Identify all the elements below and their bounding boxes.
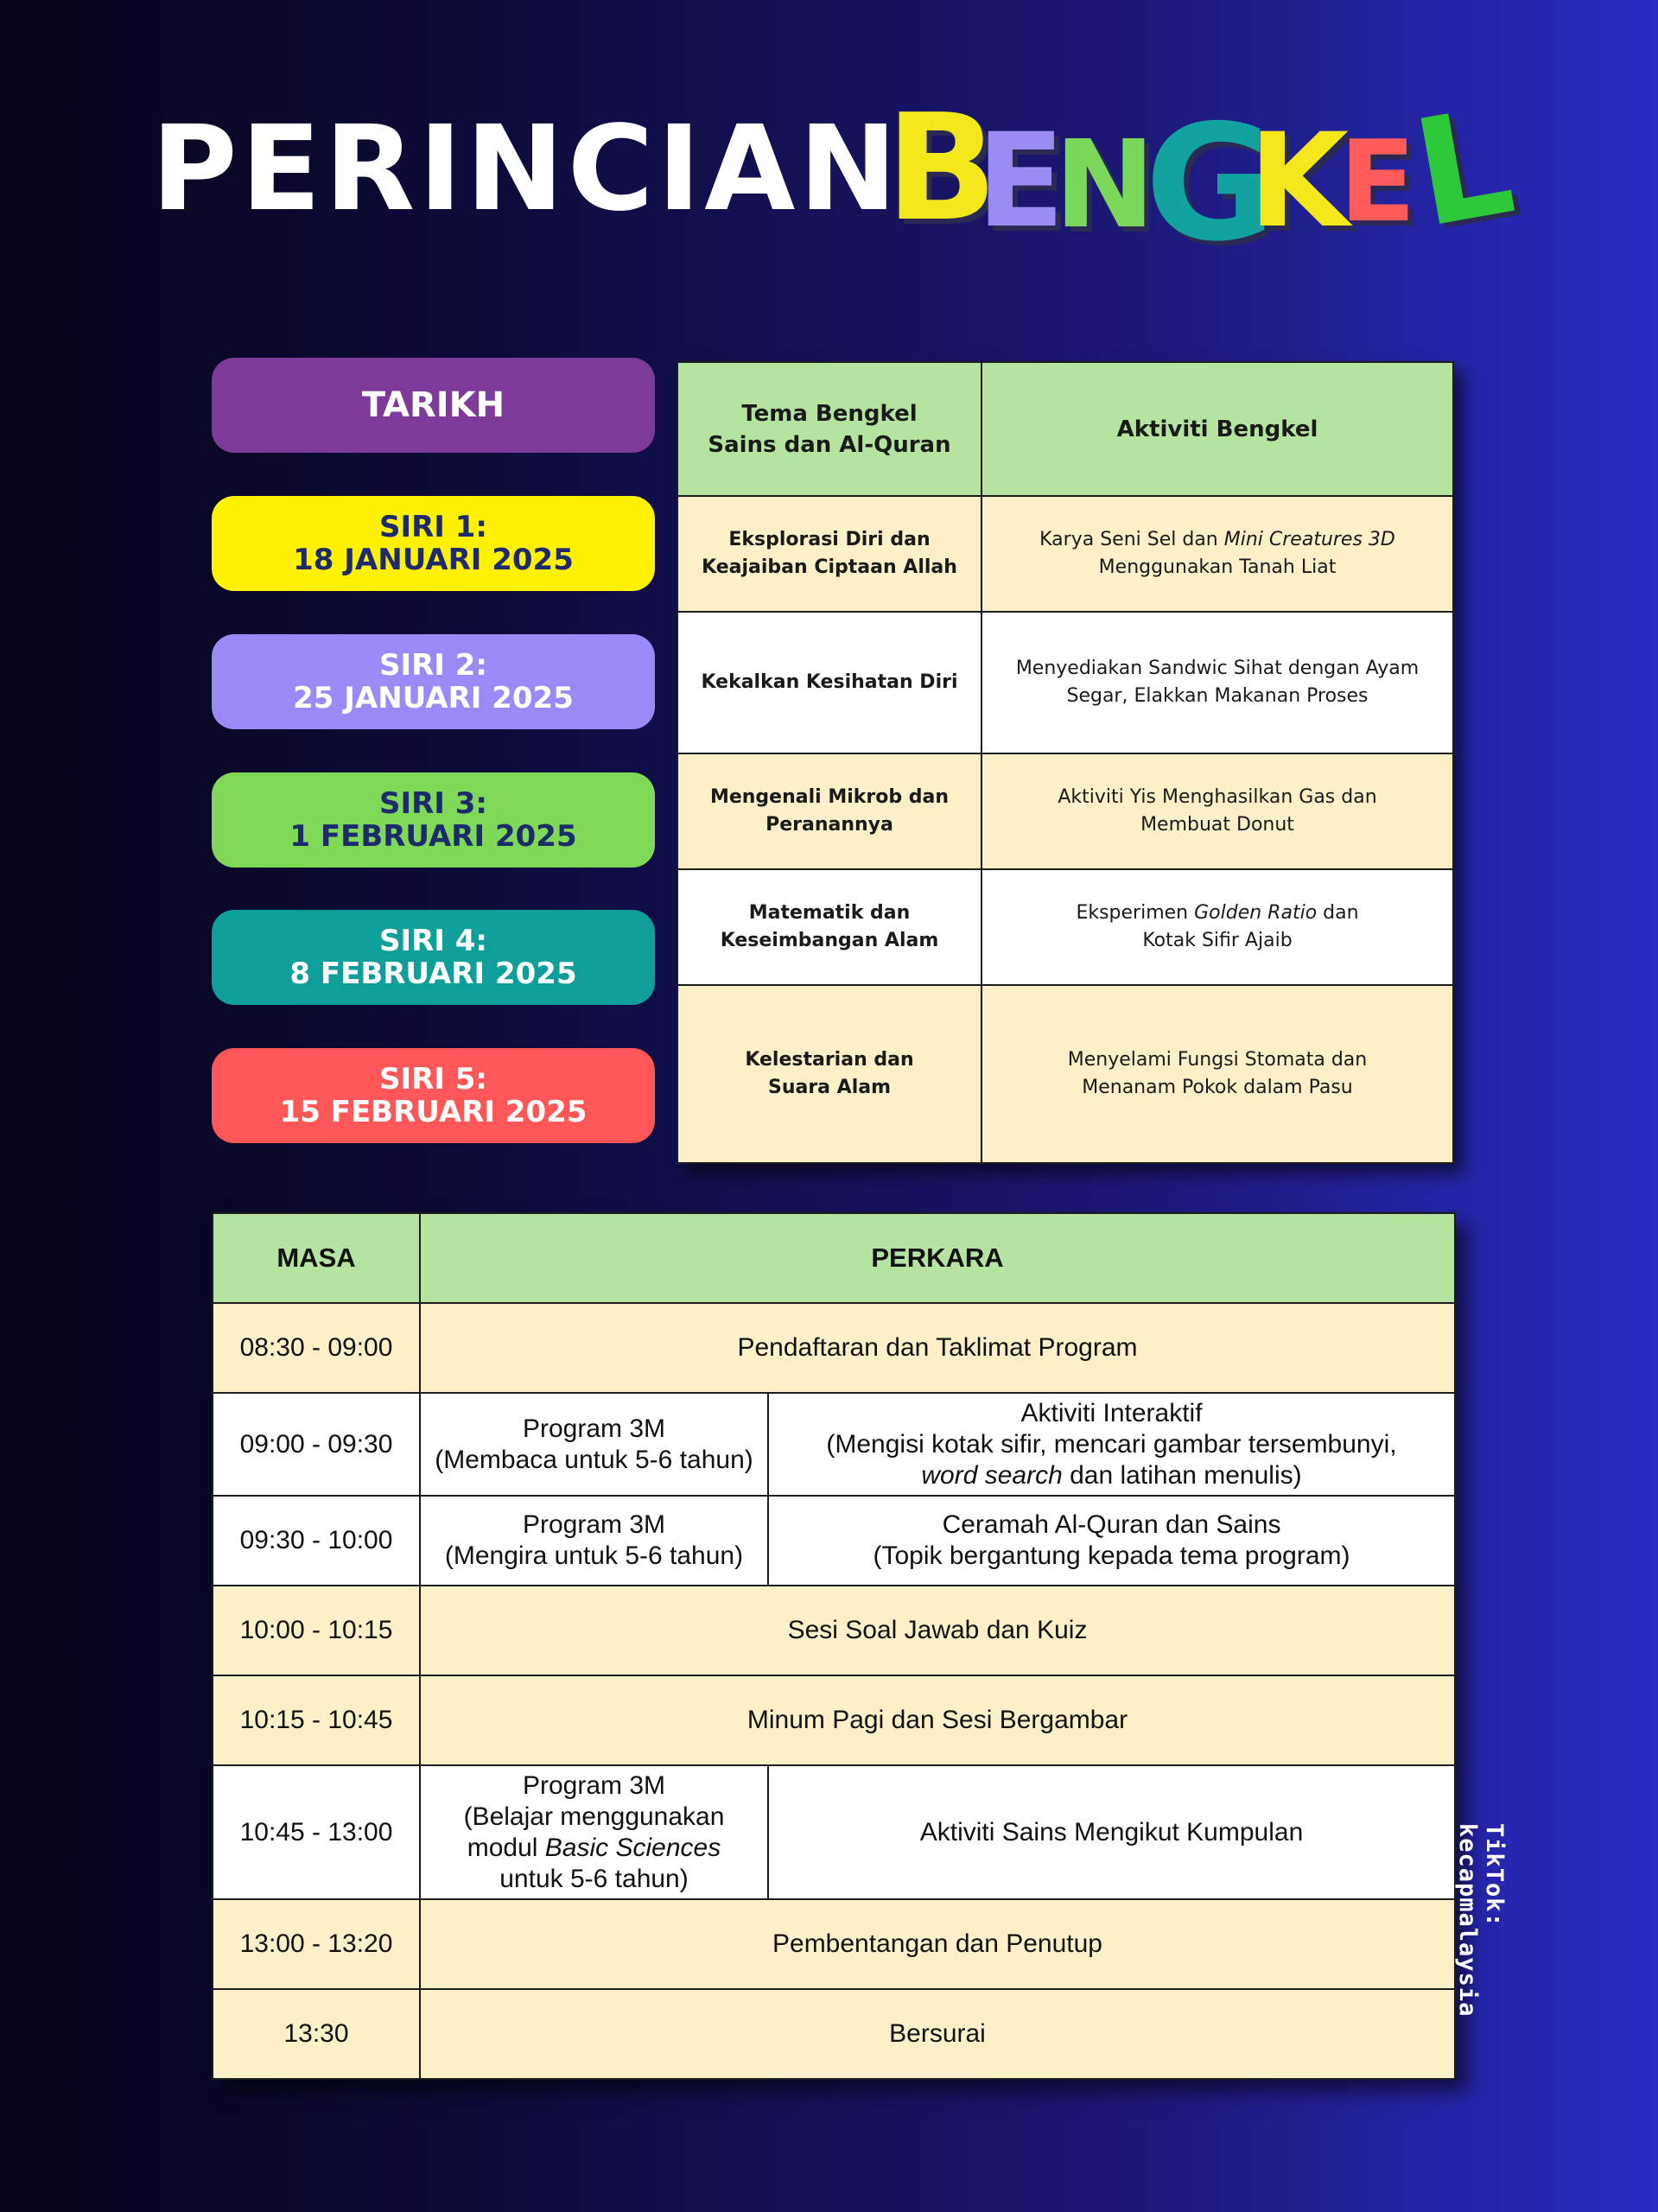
- date-pill-siri-2: [212, 634, 655, 729]
- item-column-header: PERKARA: [420, 1213, 1455, 1303]
- activity-cell: Eksperimen Golden Ratio dan Kotak Sifir Ajaib: [981, 869, 1453, 985]
- theme-cell: Matematik dan Keseimbangan Alam: [677, 869, 981, 985]
- time-cell: 13:00 - 13:20: [213, 1899, 420, 1989]
- title-letter: L: [1402, 76, 1525, 261]
- table-row: [677, 985, 1453, 1163]
- date-siri-label: SIRI 4:: [378, 924, 488, 958]
- theme-cell: Mengenali Mikrob dan Peranannya: [677, 753, 981, 869]
- table-row: [213, 1989, 1455, 2079]
- date-value: 15 FEBRUARI 2025: [279, 1095, 588, 1129]
- date-value: 8 FEBRUARI 2025: [289, 957, 577, 991]
- theme-table-header: [677, 362, 1453, 496]
- date-header-pill: [212, 358, 655, 453]
- date-pill-siri-3: [212, 772, 655, 868]
- program-cell: Program 3M (Membaca untuk 5-6 tahun): [420, 1393, 768, 1496]
- table-row: [213, 1303, 1455, 1393]
- date-value: 18 JANUARI 2025: [293, 543, 574, 577]
- time-cell: 13:30: [213, 1989, 420, 2079]
- table-row: [677, 496, 1453, 612]
- program-cell: Program 3M (Mengira untuk 5-6 tahun): [420, 1496, 768, 1586]
- time-column-header: MASA: [213, 1213, 420, 1303]
- date-pill-siri-1: [212, 496, 655, 591]
- date-value: 1 FEBRUARI 2025: [289, 819, 577, 854]
- date-pill-siri-5: [212, 1048, 655, 1143]
- title-bengkel: [886, 76, 1525, 276]
- time-cell: 08:30 - 09:00: [213, 1303, 420, 1393]
- activity-cell: Karya Seni Sel dan Mini Creatures 3D Menggunakan Tanah Liat: [981, 496, 1453, 612]
- activity-cell: Menyediakan Sandwic Sihat dengan Ayam Segar, Elakkan Makanan Proses: [981, 612, 1453, 753]
- title-letter: E: [976, 106, 1065, 257]
- date-siri-label: SIRI 1:: [378, 510, 488, 544]
- time-cell: 09:30 - 10:00: [213, 1496, 420, 1586]
- theme-column-header: Tema Bengkel Sains dan Al-Quran: [677, 362, 981, 496]
- activity-cell: Ceramah Al-Quran dan Sains (Topik bergantung kepada tema program): [768, 1496, 1455, 1586]
- table-row: [213, 1675, 1455, 1765]
- date-siri-label: SIRI 3:: [378, 786, 488, 821]
- item-cell: Minum Pagi dan Sesi Bergambar: [420, 1675, 1455, 1765]
- item-cell: Bersurai: [420, 1989, 1455, 2079]
- table-row: [677, 753, 1453, 869]
- activity-cell: Aktiviti Interaktif (Mengisi kotak sifir, mencari gambar tersembunyi, word search dan latihan menulis): [768, 1393, 1455, 1496]
- program-cell: Program 3M (Belajar menggunakan modul Basic Sciences untuk 5-6 tahun): [420, 1765, 768, 1899]
- date-header-label: TARIKH: [361, 385, 505, 425]
- schedule-header: [213, 1213, 1455, 1303]
- theme-cell: Eksplorasi Diri dan Keajaiban Ciptaan Allah: [677, 496, 981, 612]
- tiktok-handle: TikTok: kecapmalaysia: [1454, 1823, 1508, 2018]
- time-cell: 10:45 - 13:00: [213, 1765, 420, 1899]
- item-cell: Pembentangan dan Penutup: [420, 1899, 1455, 1989]
- activity-cell: Aktiviti Yis Menghasilkan Gas dan Membuat Donut: [981, 753, 1453, 869]
- title-letter: N: [1054, 115, 1156, 256]
- table-row: [213, 1586, 1455, 1675]
- activity-cell: Menyelami Fungsi Stomata dan Menanam Pokok dalam Pasu: [981, 985, 1453, 1163]
- title-letter: K: [1248, 106, 1350, 257]
- item-cell: Sesi Soal Jawab dan Kuiz: [420, 1586, 1455, 1675]
- activity-column-header: Aktiviti Bengkel: [981, 362, 1453, 496]
- item-cell: Pendaftaran dan Taklimat Program: [420, 1303, 1455, 1393]
- time-cell: 10:15 - 10:45: [213, 1675, 420, 1765]
- theme-cell: Kelestarian dan Suara Alam: [677, 985, 981, 1163]
- table-row: [677, 869, 1453, 985]
- title-letter: E: [1339, 116, 1416, 247]
- table-row: [213, 1496, 1455, 1586]
- page-title: PERINCIAN: [151, 101, 901, 238]
- activity-cell: Aktiviti Sains Mengikut Kumpulan: [768, 1765, 1455, 1899]
- theme-cell: Kekalkan Kesihatan Diri: [677, 612, 981, 753]
- time-cell: 10:00 - 10:15: [213, 1586, 420, 1675]
- date-pill-siri-4: [212, 910, 655, 1005]
- table-row: [677, 612, 1453, 753]
- time-cell: 09:00 - 09:30: [213, 1393, 420, 1496]
- title-letter: B: [886, 83, 998, 254]
- table-row: [213, 1899, 1455, 1989]
- table-row: [213, 1393, 1455, 1496]
- date-value: 25 JANUARI 2025: [293, 681, 574, 715]
- table-row: [213, 1765, 1455, 1899]
- schedule-table: [212, 1212, 1456, 2080]
- date-siri-label: SIRI 5:: [378, 1062, 488, 1096]
- date-siri-label: SIRI 2:: [378, 648, 488, 683]
- theme-table: [677, 361, 1454, 1164]
- title-letter: G: [1145, 90, 1276, 276]
